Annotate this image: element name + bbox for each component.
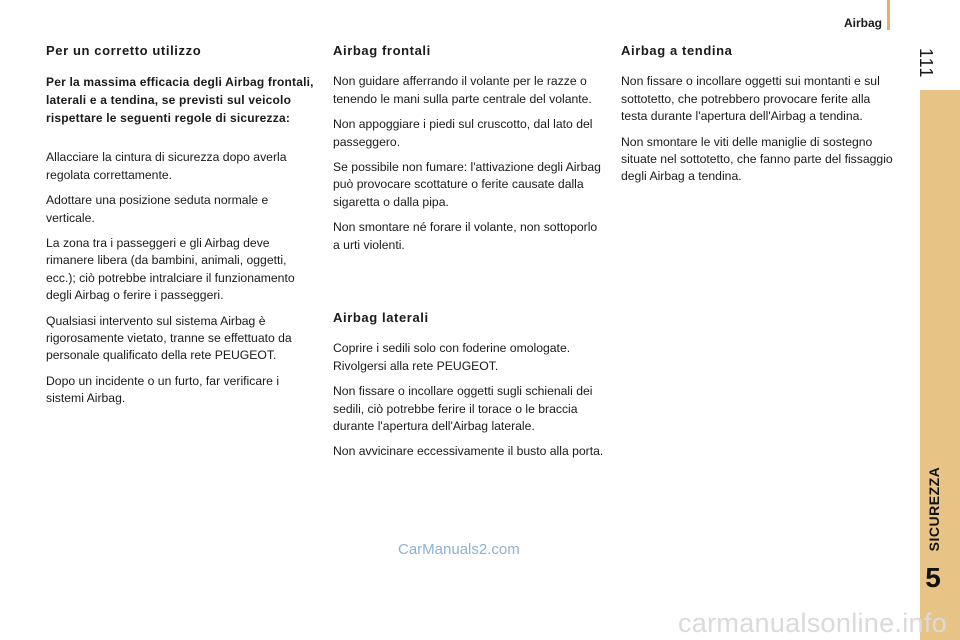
- heading-correct-use: Per un corretto utilizzo: [46, 43, 202, 58]
- paragraph: Adottare una posizione seduta normale e verticale.: [46, 193, 269, 225]
- header-title: Airbag: [843, 16, 882, 30]
- paragraph: Non fissare o incollare oggetti sui montanti e sul sottotetto, che potrebbero provocare ferite alla testa durante l'apertura dell'Airbag a tendina.: [621, 74, 880, 124]
- section-label: SICUREZZA: [926, 466, 942, 552]
- paragraph: Non fissare o incollare oggetti sugli schienali dei sedili, ciò potrebbe ferire il torace o le braccia durante l'apertura dell'Airbag laterale.: [333, 384, 593, 434]
- paragraph: Coprire i sedili solo con foderine omologate. Rivolgersi alla rete PEUGEOT.: [333, 341, 571, 373]
- paragraph: La zona tra i passeggeri e gli Airbag deve rimanere libera (da bambini, animali, oggetti, ecc.); ciò potrebbe intralciare il funzionamento degli Airbag o ferire i passeggeri.: [46, 236, 295, 303]
- paragraph: Se possibile non fumare: l'attivazione degli Airbag può provocare scottature o ferite causate dalla sigaretta o dalla pipa.: [333, 160, 601, 209]
- paragraph: Non smontare le viti delle maniglie di sostegno situate nel sottotetto, che fanno parte del fissaggio degli Airbag a tendina.: [621, 134, 893, 184]
- column-front-airbags: [333, 42, 603, 262]
- column-curtain-airbags: [621, 42, 893, 194]
- chapter-number: 5: [925, 562, 941, 593]
- paragraph: Non guidare afferrando il volante per le razze o tenendo le mani sulla parte centrale del volante.: [333, 74, 592, 106]
- heading-front-airbags: Airbag frontali: [333, 43, 431, 58]
- column-side-airbags: [333, 309, 605, 469]
- page-number: 111: [916, 48, 936, 79]
- heading-side-airbags: Airbag laterali: [333, 310, 429, 325]
- paragraph: Dopo un incidente o un furto, far verificare i sistemi Airbag.: [46, 373, 280, 406]
- watermark-text: carmanualsonline.info: [678, 608, 947, 638]
- side-tab-gap: [912, 90, 920, 640]
- paragraph: Allacciare la cintura di sicurezza dopo averla regolata correttamente.: [46, 150, 287, 182]
- header-divider: [887, 0, 890, 30]
- paragraph: Non smontare né forare il volante, non sottoporlo a urti violenti.: [333, 220, 598, 252]
- paragraph: Non appoggiare i piedi sul cruscotto, dal lato del passeggero.: [333, 117, 593, 149]
- paragraph: Non avvicinare eccessivamente il busto alla porta.: [333, 444, 604, 459]
- watermark-link[interactable]: CarManuals2.com: [398, 541, 520, 558]
- column-correct-use: [46, 42, 316, 416]
- intro-paragraph: Per la massima efficacia degli Airbag frontali, laterali e a tendina, se previsti sul veicolo rispettare le seguenti regole di sicurezza:: [46, 75, 314, 126]
- paragraph: Qualsiasi intervento sul sistema Airbag è rigorosamente vietato, tranne se effettuato da personale qualificato della rete PEUGEOT.: [46, 313, 292, 363]
- heading-curtain-airbags: Airbag a tendina: [621, 43, 733, 58]
